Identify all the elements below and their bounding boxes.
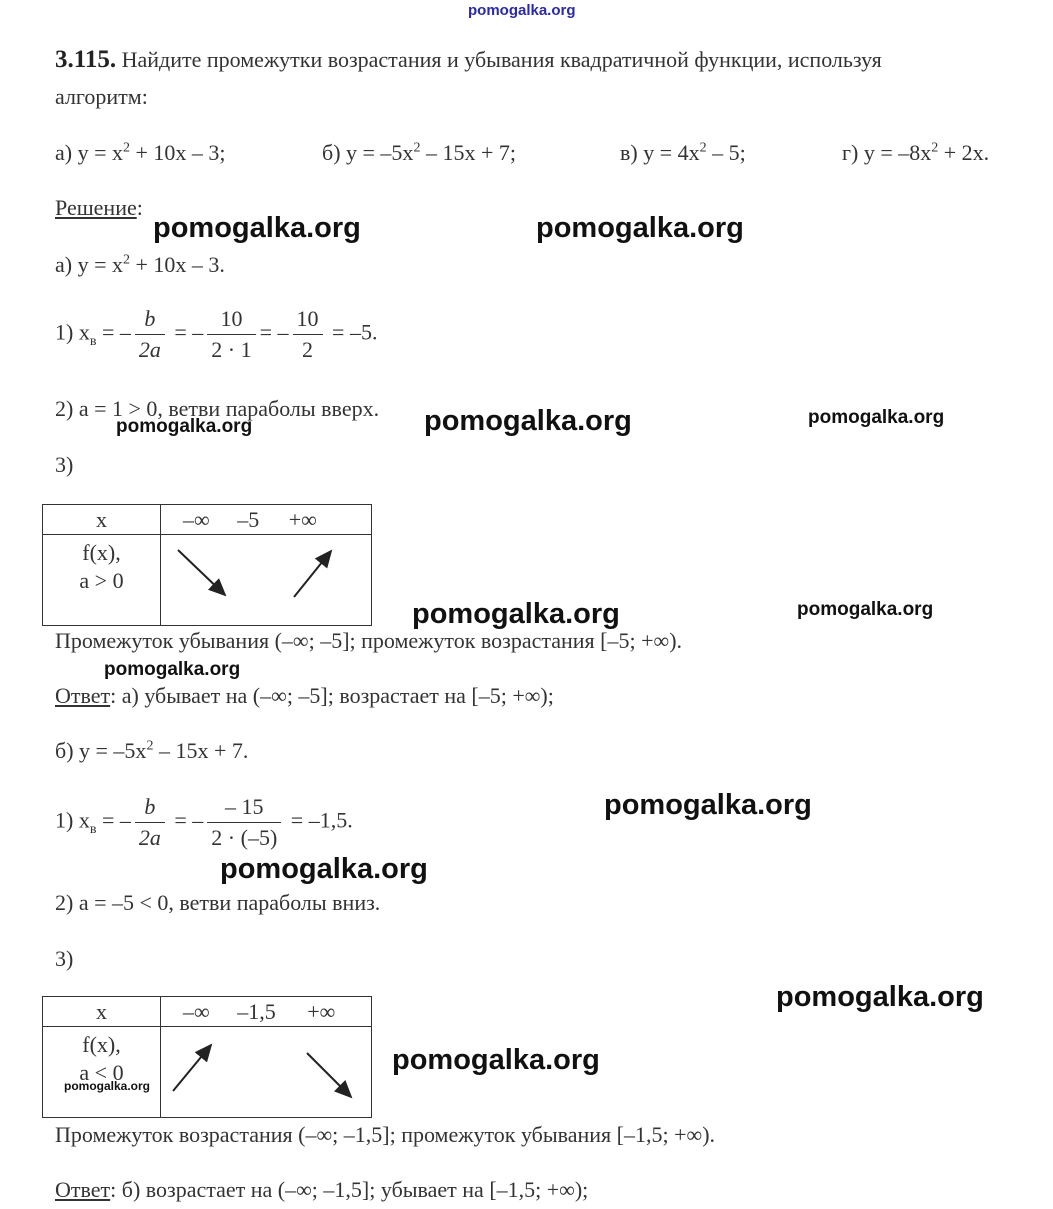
decreasing-arrow (178, 550, 225, 595)
watermark: pomogalka.org (392, 1044, 600, 1076)
part-b-step2: 2) a = –5 < 0, ветви параболы вниз. (55, 890, 381, 915)
part-b-step3: 3) (55, 946, 74, 971)
problem-text-line2: алгоритм: (55, 84, 148, 109)
solution-heading: Решение: (55, 195, 143, 220)
part-a-step3: 3) (55, 452, 74, 477)
part-a-step1: 1) $x_в$ = – $\frac{b}{2a}$ = – $\frac{10}{2 \cdot 1}$ = – $\frac{10}{2}$ = –5. (55, 306, 378, 362)
watermark: pomogalka.org (220, 853, 428, 885)
part-b-function: б) $y = -5x^2 - 15x + 7$. (55, 738, 249, 763)
part-a-answer: Ответ: а) убывает на (–∞; –5]; возрастает на [–5; +∞); (55, 683, 554, 708)
watermark: pomogalka.org (412, 598, 620, 630)
part-a-step2: 2) a = 1 > 0, ветви параболы вверх. (55, 396, 380, 421)
increasing-arrow (294, 551, 331, 597)
watermark: pomogalka.org (116, 416, 253, 437)
part-b-answer: Ответ: б) возрастает на (–∞; –1,5]; убывает на [–1,5; +∞); (55, 1177, 589, 1202)
problem-number: 3.115. (55, 46, 117, 73)
watermark: pomogalka.org (808, 407, 945, 428)
watermark: pomogalka.org (797, 599, 934, 620)
table-a-arrows (161, 535, 372, 626)
problem-item-d: г) $y = -8x^2 + 2x$. (842, 140, 990, 165)
part-a-function: а) $y = x^2 + 10x - 3$. (55, 252, 225, 277)
table-b-x-label: x (43, 997, 161, 1027)
table-b-f-cell: f(x), a < 0 (43, 1027, 161, 1118)
problem-line1 (55, 46, 882, 74)
watermark: pomogalka.org (424, 405, 632, 437)
problem-text-line1: Найдите промежутки возрастания и убывания квадратичной функции, используя (121, 47, 882, 72)
part-b-intervals: Промежуток возрастания (–∞; –1,5]; промежуток убывания [–1,5; +∞). (55, 1122, 716, 1147)
table-a-f-cell: f(x), a > 0 (43, 535, 161, 626)
part-a-intervals: Промежуток убывания (–∞; –5]; промежуток возрастания [–5; +∞). (55, 628, 683, 653)
watermark: pomogalka.org (64, 1079, 151, 1093)
watermark: pomogalka.org (153, 212, 361, 244)
increasing-arrow (173, 1045, 211, 1091)
table-a-x-label: x (43, 505, 161, 535)
variation-table-a (42, 504, 372, 626)
table-b-points: –∞ –1,5 +∞ (161, 997, 372, 1027)
watermark: pomogalka.org (104, 659, 241, 680)
watermark: pomogalka.org (776, 981, 984, 1013)
table-a-points: –∞ –5 +∞ (161, 505, 372, 535)
problem-item-b: б) $y = -5x^2 - 15x + 7$; (322, 140, 516, 165)
watermark: pomogalka.org (536, 212, 744, 244)
watermark-top: pomogalka.org (468, 2, 576, 19)
problem-item-c: в) $y = 4x^2 - 5$; (620, 140, 746, 165)
part-b-step1: 1) $x_в$ = – $\frac{b}{2a}$ = – $\frac{- 15}{2 \cdot (-5)}$ = –1,5. (55, 794, 353, 850)
watermark: pomogalka.org (604, 789, 812, 821)
problem-item-a: а) $y = x^2 + 10x - 3$; (55, 140, 226, 165)
table-b-arrows (161, 1027, 372, 1118)
decreasing-arrow (307, 1053, 351, 1097)
variation-table-b (42, 996, 372, 1118)
